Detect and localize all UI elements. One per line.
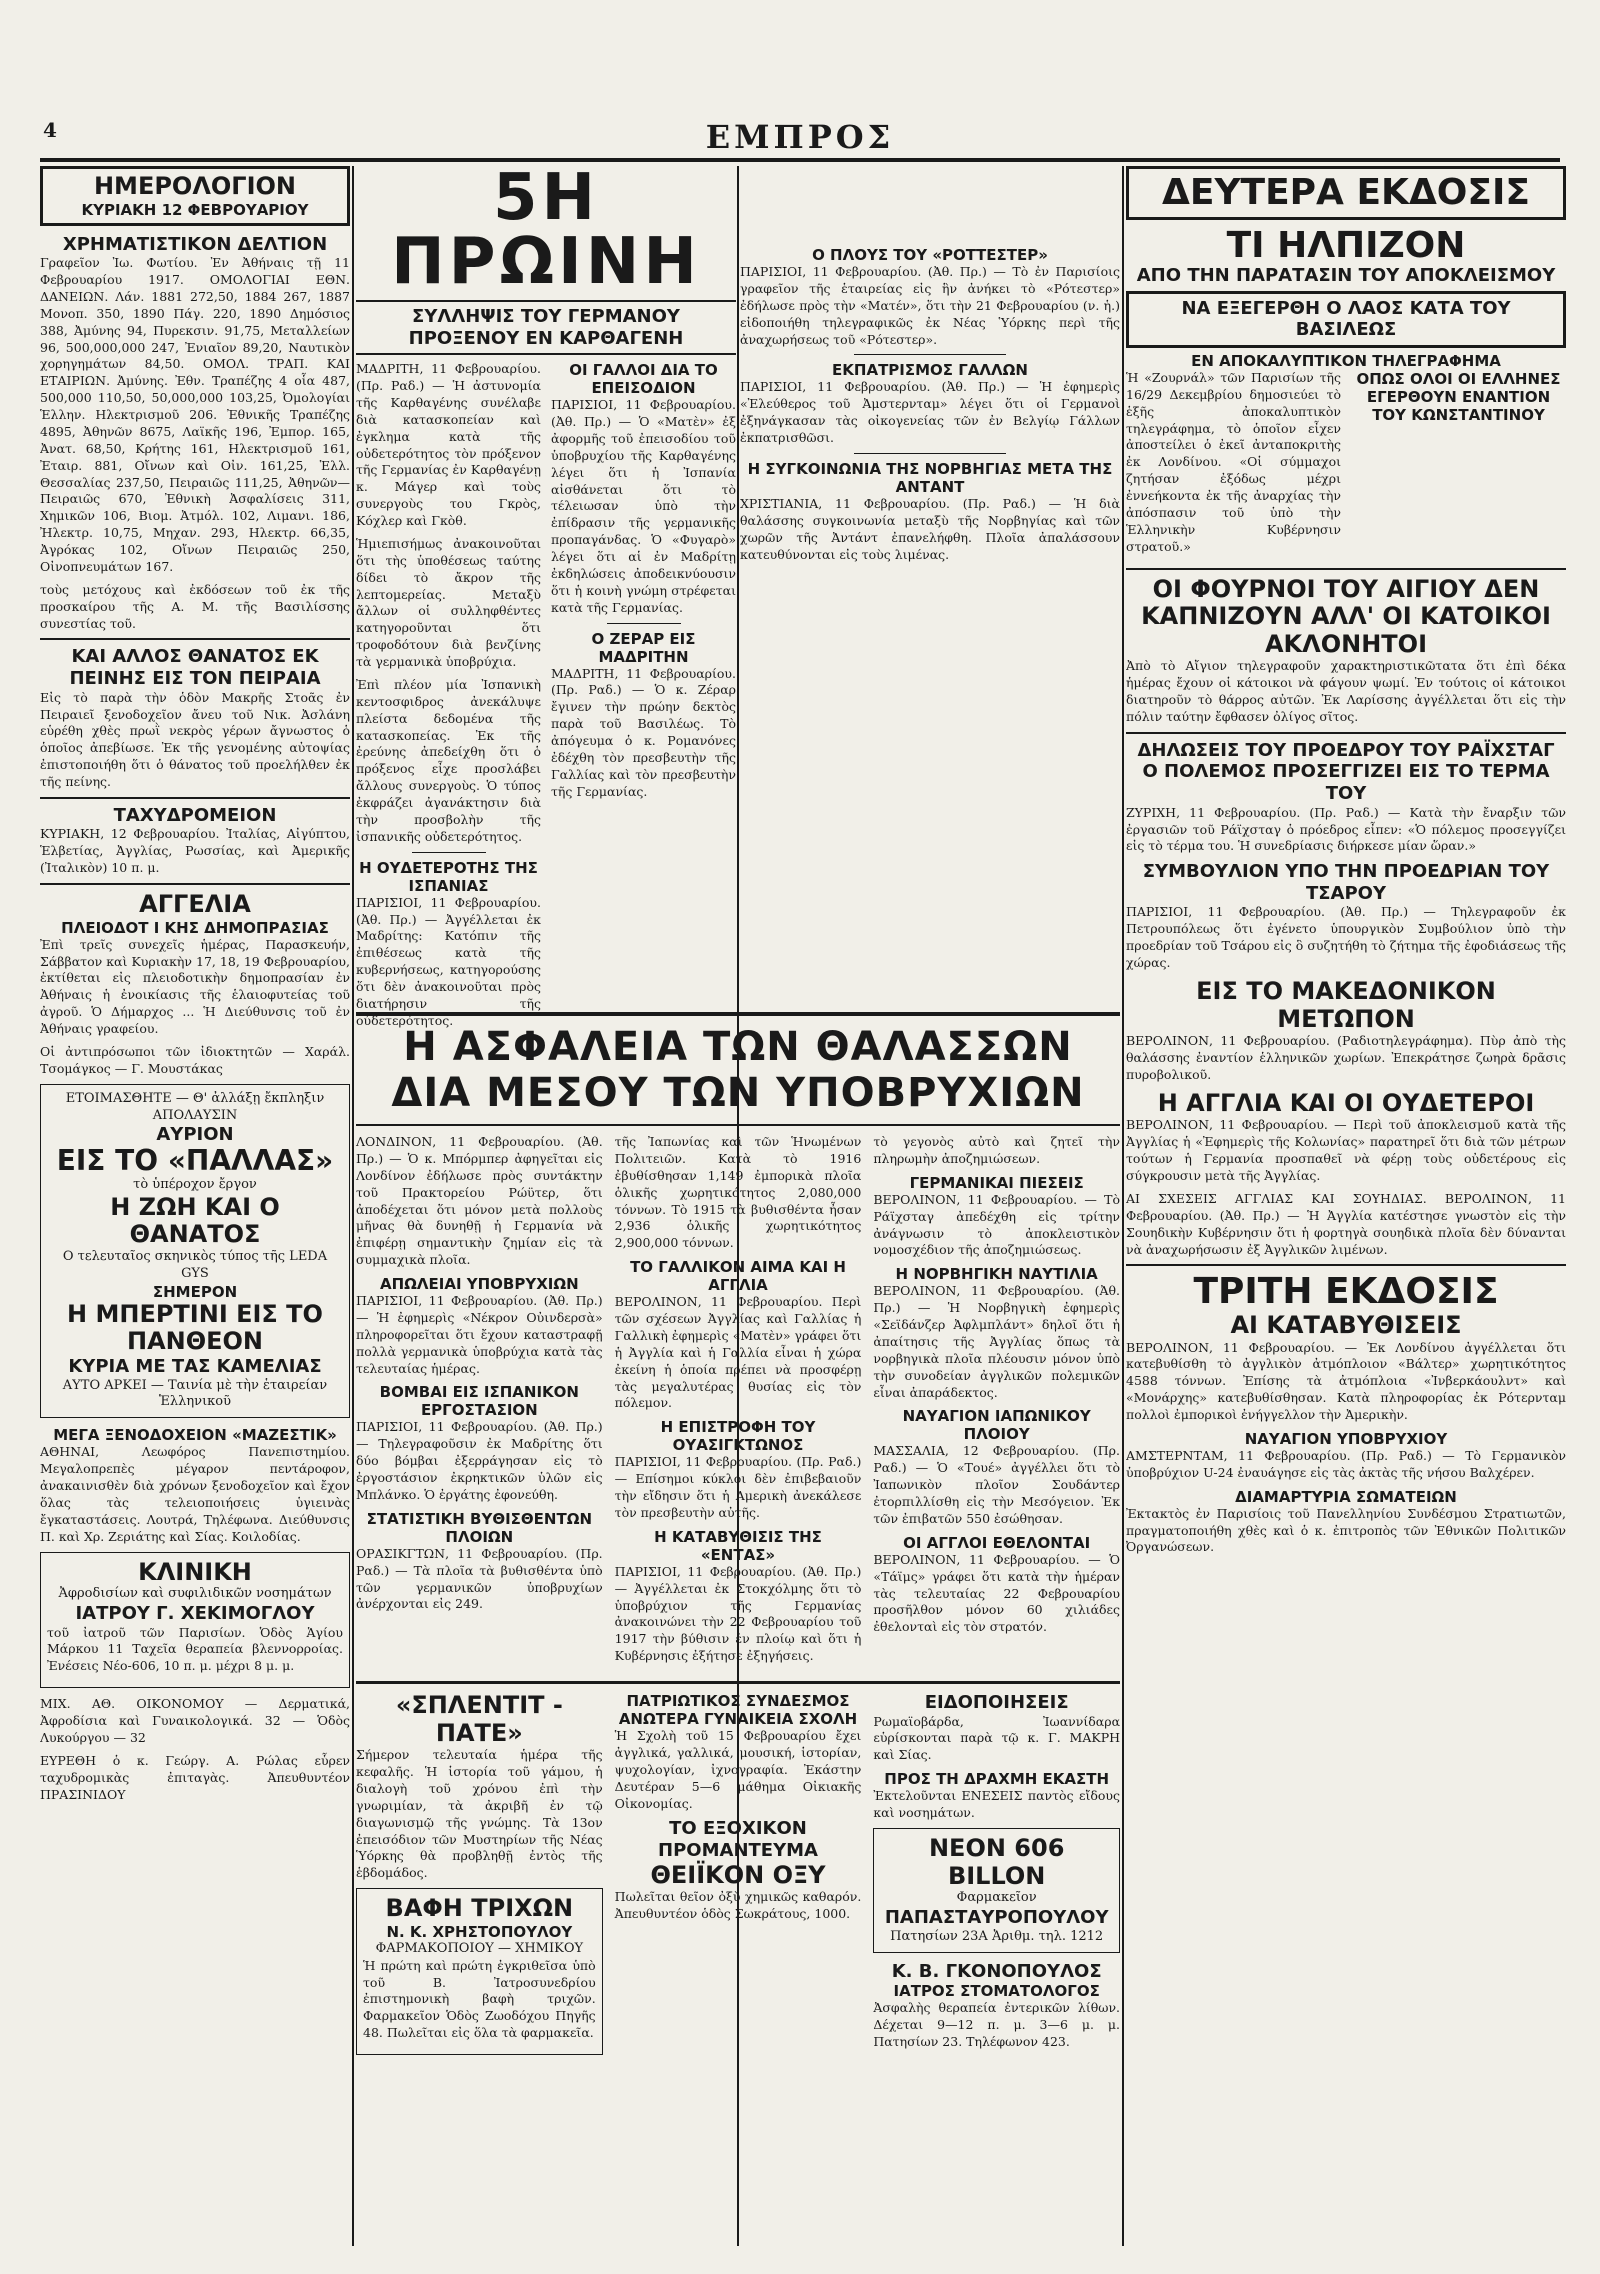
hope-heading: ΤΙ ΗΛΠΙΖΟΝ bbox=[1226, 224, 1466, 266]
divider bbox=[40, 638, 350, 640]
submarine-text: τὸ γεγονὸς αὐτὸ καὶ ζητεῖ τὴν πληρωμὴν ἀποζημιώσεων. bbox=[873, 1134, 1121, 1166]
submarine-text: ΒΕΡΟΛΙΝΟΝ, 11 Φεβρουαρίου. — Τὸ Ράϊχσταγ ἀπεδέχθη εἰς τρίτην ἀνάγνωσιν τὸ ἀποκλειστικὸν νομοσχέδιον τῆς ἀποζημιώσεως. bbox=[873, 1191, 1121, 1258]
submarine-subheading: ΣΤΑΤΙΣΤΙΚΗ ΒΥΘΙΣΘΕΝΤΩΝ ΠΛΟΙΩΝ bbox=[366, 1509, 592, 1546]
masthead-rule bbox=[40, 158, 1560, 162]
arrest-heading: ΣΥΛΛΗΨΙΣ ΤΟΥ ΓΕΡΜΑΝΟΥ ΠΡΟΞΕΝΟΥ ΕΝ ΚΑΡΘΑΓΕΝΗ bbox=[356, 300, 736, 355]
council-heading: ΣΥΜΒΟΥΛΙΟΝ ΥΠΟ ΤΗΝ ΠΡΟΕΔΡΙΑΝ ΤΟΥ ΤΣΑΡΟΥ bbox=[1142, 861, 1550, 904]
column-rule bbox=[1122, 166, 1124, 2246]
arrest-paragraph: Ἡμιεπισήμως ἀνακοινοῦται ὅτι τὴς ὑποθέσεως ταύτης δίδει τὸ ἄκρον τῆς λεπτομερείας. Μεταξὺ ἄλλων οἱ συλληφθέντες κατηγοροῦνται ὅτι τροφοδότουν διὰ βενζίνης τὰ γερμανικὰ ὑποβρύχια. bbox=[356, 535, 541, 670]
center-column bbox=[740, 166, 1120, 1006]
dentist-heading: Κ. Β. ΓΚΟΝΟΠΟΥΛΟΣ bbox=[891, 1960, 1102, 1982]
hope-subheading-2: ΝΑ ΕΞΕΓΕΡΘΗ Ο ΛΑΟΣ ΚΑΤΑ ΤΟΥ ΒΑΣΙΛΕΩΣ bbox=[1126, 291, 1566, 348]
reichstag-text: ΖΥΡΙΧΗ, 11 Φεβρουαρίου. (Πρ. Ραδ.) — Κατὰ τὴν ἔναρξιν τῶν ἐργασιῶν τοῦ Ράϊχσταγ ὁ πρόεδρος εἶπεν: «Ὁ πόλεμος προσεγγίζει εἰς τὸ τέρμα του. Ἡ συνεδρίασις διήρκεσε μίαν ὥραν.» bbox=[1126, 804, 1566, 854]
submarine-text: ΠΑΡΙΣΙΟΙ, 11 Φεβρουαρίου. (Πρ. Ραδ.) — Επίσημοι κύκλοι δὲν ἐπιβεβαιοῦν τὴν εἴδησιν ὅτι ἡ Ἀμερικὴ ἀνεκάλεσε τὸν πρεσβευτὴν αὐτῆς. bbox=[614, 1454, 862, 1520]
neon-address: Πατησίων 23Α Ἀριθμ. τηλ. 1212 bbox=[890, 1928, 1104, 1944]
neutrality-heading: Η ΟΥΔΕΤΕΡΟΤΗΣ ΤΗΣ ΙΣΠΑΝΙΑΣ bbox=[359, 858, 538, 895]
arrest-paragraph: ΜΑΔΡΙΤΗ, 11 Φεβρουαρίου. (Πρ. Ραδ.) — Ἡ ἀστυνομία τῆς Καρθαγένης συνέλαβε διὰ κατασκοπείαν καὶ ἐγκλημα κατὰ τῆς οὐδετερότητος τὸν πρόξενον τῆς Γερμανίας ἐν Καρθαγένῃ κ. Μάγερ καὶ τοὺς συνεργοὺς του Γκρὸς, Κόχλερ καὶ Γκὸθ. bbox=[356, 361, 541, 529]
zerar-text: ΜΑΔΡΙΤΗ, 11 Φεβρουαρίου. (Πρ. Ραδ.) — Ὁ κ. Ζέραρ ἔγινεν τὴν πρώην δεκτὸς παρὰ τοῦ Βασιλέως. Τὸ ἀπόγευμα ὁ κ. Ρομανόνες ἐδέχθη τὸν πρεσβευτὴν τῆς Γαλλίας καὶ τὸν πρεσβευτὴν τῆς Γερμανίας. bbox=[551, 665, 736, 799]
submarine-text: ΠΑΡΙΣΙΟΙ, 11 Φεβρουαρίου. (Ἀθ. Πρ.) — Ἀγγέλλεται ἐκ Στοκχόλμης ὅτι τὸ ὑποβρύχιον τῆς Γερμανίας ἀνακοινώνει τὴν 22 Φεβρουαρίου τοῦ 1917 τὴν βύθισιν ἐν πλοίῳ καὶ ὅτι ἡ Κυβέρνησις ἐξήτησε ἐξηγήσεις. bbox=[614, 1563, 862, 1664]
found-text: ΕΥΡΕΘΗ ὁ κ. Γεώργ. Α. Ρώλας εὗρεν ταχυδρομικὰς ἐπιταγὰς. Ἀπευθυντέον ΠΡΑΣΙΝΙΔΟΥ bbox=[40, 1752, 350, 1802]
macedonian-front-text: ΒΕΡΟΛΙΝΟΝ, 11 Φεβρουαρίου. (Ραδιοτηλεγράφημα). Πὺρ ἀπὸ τὴς θαλάσσης ἐναντίον ἑλληνικῶν χωρίων. Ἐπεκράτησε ζωηρὰ δρᾶσις πυροβολικοῦ. bbox=[1126, 1033, 1566, 1082]
divider bbox=[854, 354, 1006, 355]
divider bbox=[412, 852, 486, 853]
arrest-paragraph: Ἐπὶ πλέον μία Ἰσπανικὴ κεντοσφιδρος ἀνεκάλυψε πλείστα δεδομένα τῆς κατασκοπείας. Ἐκ τῆς ἐρεύνης ἀπεδείχθη ὅτι ὁ πρόξενος εἶχε προσλάβει ἄλλους συνεργοὺς. Ὁ τύπος ἐκφράζει ἀγανάκτησιν διὰ τὴν προσβολὴν τῆς ἰσπανικῆς οὐδετερότητος. bbox=[356, 676, 541, 844]
evacuation-text: ΠΑΡΙΣΙΟΙ, 11 Φεβρουαρίου. (Ἀθ. Πρ.) — Ἡ ἐφημερὶς «Ἐλεύθερος τοῦ Ἀμστερνταμ» λέγει ὅτι οἱ Γερμανοὶ ἐξηνάγκασαν τὰς οἰκογενείας τῶν ἐν Βελγίῳ Γάλλων ἐκπατρισθῶσι. bbox=[740, 379, 1120, 445]
dentist-text: Ἀσφαλὴς θεραπεία ἐντερικῶν λίθων. Δέχεται 9—12 π. μ. 3—6 μ. μ. Πατησίων 23. Τηλέφωνον 423. bbox=[873, 2000, 1121, 2049]
england-heading: Η ΑΓΓΛΙΑ ΚΑΙ ΟΙ ΟΥΔΕΤΕΡΟΙ bbox=[1157, 1088, 1535, 1117]
patriotic-text: Ἡ Σχολὴ τοῦ 15 Φεβρουαρίου ἔχει ἀγγλικά, γαλλικά, μουσική, ἱστορίαν, ψυχολογίαν, ἰχνογραφία. Ἐκάστην Δευτέραν 5—6 μάθημα Οἰκιακῆς Οἰκονομίας. bbox=[614, 1728, 862, 1811]
evacuation-heading: ΕΚΠΑΤΡΙΣΜΟΣ ΓΑΛΛΩΝ bbox=[832, 361, 1028, 380]
submarine-section bbox=[356, 1012, 1120, 2063]
neutrality-text: ΠΑΡΙΣΙΟΙ, 11 Φεβρουαρίου. (Ἀθ. Πρ.) — Ἀγγέλλεται ἐκ Μαδρίτης: Κατόπιν τῆς ἐπιθέσεως κατὰ τῆς κυβερνήσεως, κατηγορούσης ὅτι δὲν ἀνακοινοῦται πρὸς διατήρησιν τῆς οὐδετερότητος. bbox=[356, 894, 541, 1028]
theatre-title: Η ΖΩΗ ΚΑΙ Ο ΘΑΝΑΤΟΣ bbox=[110, 1192, 280, 1249]
reichstag-heading: ΔΗΛΩΣΕΙΣ ΤΟΥ ΠΡΟΕΔΡΟΥ ΤΟΥ ΡΑΪΧΣΤΑΓ bbox=[1137, 739, 1555, 761]
gauls-heading: ΟΙ ΓΑΛΛΟΙ ΔΙΑ ΤΟ ΕΠΕΙΣΟΔΙΟΝ bbox=[569, 361, 718, 398]
ads-subheading: ΠΛΕΙΟΔΟΤ Ι ΚΗΣ ΔΗΜΟΠΡΑΣΙΑΣ bbox=[61, 918, 329, 937]
neon-subheading: Φαρμακεῖον bbox=[956, 1890, 1037, 1906]
clinic-ad bbox=[40, 1552, 350, 1689]
page-number: 4 bbox=[43, 118, 57, 142]
hotel-heading: ΜΕΓΑ ΞΕΝΟΔΟΧΕΙΟΝ «ΜΑΖΕΣΤΙΚ» bbox=[53, 1426, 337, 1445]
submarine-subheading: ΑΠΩΛΕΙΑΙ ΥΠΟΒΡΥΧΙΩΝ bbox=[380, 1275, 579, 1293]
clinic-doctor: ΙΑΤΡΟΥ Γ. ΧΕΚΙΜΟΓΛΟΥ bbox=[75, 1603, 315, 1625]
death-text: Εἰς τὸ παρὰ τὴν ὁδὸν Μακρῆς Στοᾶς ἐν Πειραιεῖ ξενοδοχεῖον ἄνευ τοῦ Νικ. Ἀσλάνη εὑρέθη χθὲς πρωῒ νεκρὸς γέρων ἄγνωστος ὁ ὁποῖος ἀπεβίωσε. Ἐκ τῆς γενομένης αὐτοψίας ἐπιστοποιήθη ὅτι ὁ θάνατος τοῦ προελήλθεν ἐκ τῆς πείνης. bbox=[40, 689, 350, 789]
masthead: ΕΜΠΡΟΣ bbox=[705, 118, 895, 156]
divider bbox=[854, 453, 1006, 454]
associations-text: Ἐκτακτὸς ἐν Παρισίοις τοῦ Πανελληνίου Συνδέσμου Στρατιωτῶν, πραγματοποιήθη χθὲς καὶ ὁ κ. ἐπιτροπὸς τῶν Ἐθνικῶν Πολιτικῶν Ὀργανώσεων. bbox=[1126, 1505, 1566, 1555]
bottom-ads bbox=[356, 1681, 1120, 2063]
theatre-venue: ΕΙΣ ΤΟ «ΠΑΛΛΑΣ» bbox=[56, 1144, 334, 1178]
submarine-subheading: ΝΑΥΑΓΙΟΝ ΙΑΠΩΝΙΚΟΥ ΠΛΟΙΟΥ bbox=[902, 1407, 1091, 1444]
patriotic-heading: ΠΑΤΡΙΩΤΙΚΟΣ ΣΥΝΔΕΣΜΟΣ bbox=[626, 1692, 850, 1710]
acid-heading: ΘΕΙΪΚΟΝ ΟΞΥ bbox=[650, 1860, 826, 1889]
stock-text: Γραφεῖον Ἰω. Φωτίου. Ἐν Ἀθήναις τῇ 11 Φεβρουαρίου 1917. ΟΜΟΛΟΓΙΑΙ ΕΘΝ. ΔΑΝΕΙΩΝ. Λάν. 1881 272,50, 1884 267, 1887 Μονοπ. 350, 1890 Πάγ. 220, 1890 Δημόσιος 388, Ἀμύνης 94, Πυρεκσιν. 91,75, Μεταλλείων 96, 500,000,000 247, Ἐνιαῖον 89,20, Ναυτικὸν χορηγημάτων 84,50. ΟΜΟΛ. ΤΡΑΠ. ΚΑΙ ΕΤΑΙΡΙΩΝ. Ἀμύνης. Ἐθν. Τραπέζης 4 οἷα 487, 500,000 110,50, 50,000,000 103,25, Ὀμολογίαι Ἑλλην. Ηλεκτρισμοῦ 206. Ἐθνικῆς Τραπέζης 4895, Ἀθηνῶν 8675, Λαϊκῆς 196, Ἐμπορ. 165, Ἀνατ. 68,50, Κρήτης 161, Ηλεκτρισμοῦ 161, Ἐταιρ. 881, Οἴνων καὶ Οἰν. 161,25, Ἑλλ. Θεσσαλίας 237,50, Πειραιῶς 111,25, Ἀθηνῶν—Πειραιῶς 670, Ἐθνικὴ Ἀσφαλίσεις 311, Χημικῶν 106, Βιομ. Ἀτμόλ. 102, Λιμανι. 186, Ἠλεκτρ. 10,75, Μηχαν. 293, Ηλεκτρ. 66,35, Ἀγρόκας 102, Οἴνων Πειραιῶς 250, Οἰνοπνευμάτων 167. bbox=[40, 255, 350, 574]
right-column bbox=[1126, 166, 1566, 2246]
submarine-text: ΜΑΣΣΑΛΙΑ, 12 Φεβρουαρίου. (Πρ. Ραδ.) — Ὁ «Τουέ» ἀγγέλλει ὅτι τὸ Ἰαπωνικὸν πλοῖον Σουδάντερ ἐτορπιλλίσθη εἰς τὴν Μεσόγειον. Ἐκ τῶν ἐπιβατῶν 550 ἐσώθησαν. bbox=[873, 1443, 1121, 1526]
associations-heading: ΔΙΑΜΑΡΤΥΡΙΑ ΣΩΜΑΤΕΙΩΝ bbox=[1235, 1487, 1457, 1506]
theatre-note: ΑΥΤΟ ΑΡΚΕΙ — Ταινία μὲ τὴν ἑταιρείαν Ἑλληνικοῦ bbox=[62, 1377, 328, 1410]
divider bbox=[1126, 732, 1566, 734]
submarine-subheading: ΟΙ ΑΓΓΛΟΙ ΕΘΕΛΟΝΤΑΙ bbox=[903, 1533, 1091, 1552]
dentist-subheading: ΙΑΤΡΟΣ ΣΤΟΜΑΤΟΛΟΓΟΣ bbox=[893, 1982, 1100, 2001]
death-heading: ΚΑΙ ΑΛΛΟΣ ΘΑΝΑΤΟΣ ΕΚ ΠΕΙΝΗΣ ΕΙΣ ΤΟΝ ΠΕΙΡΑΙΑ bbox=[69, 646, 321, 690]
divider bbox=[40, 797, 350, 799]
acid-text: Πωλεῖται θεῖον ὀξὺ χημικῶς καθαρόν. Ἀπευθυντέον ὁδὸς Σωκράτους, 1000. bbox=[614, 1889, 862, 1922]
bakery-text: Ἀπὸ τὸ Αἴγιον τηλεγραφοῦν χαρακτηριστικῶτατα ὅτι ἐπὶ δέκα ἡμέρας ἔχουν οἱ κάτοικοι νὰ φάγουν ψωμί. Ἐν τούτοις οἱ κάτοικοι διατηροῦν τὸ θάρρος αὐτῶν. Ἐκ Λαρίσσης ἀγγέλλεται ὅτι εἰς τὴν πόλιν ταύτην ἔφθασεν ὀλίγος σῖτος. bbox=[1126, 658, 1566, 724]
divider bbox=[1126, 1264, 1566, 1266]
notices-heading: ΕΙΔΟΠΟΙΗΣΕΙΣ bbox=[924, 1692, 1069, 1713]
submarine-text: ΛΟΝΔΙΝΟΝ, 11 Φεβρουαρίου. (Ἀθ. Πρ.) — Ὁ κ. Μπόρμπερ ἀφηγεῖται εἰς Λονδίνον ἐδήλωσε πρὸς συντάκτην τοῦ Πρακτορείου Ρώϋτερ, ὅτι ἀποδέχεται ὅτι μόνον μετὰ πολλοὺς μῆνας θὰ δυνηθῇ ἡ Γερμανία νὰ ἐπιφέρῃ σημαντικὴν ζημίαν εἰς τὰ συμμαχικὰ πλοῖα. bbox=[356, 1134, 603, 1268]
theatre-ad bbox=[40, 1084, 350, 1419]
hair-dye-profession: ΦΑΡΜΑΚΟΠΟΙΟΥ — ΧΗΜΙΚΟΥ bbox=[375, 1940, 584, 1956]
notice-text: τοὺς μετόχους καὶ ἐκδόσεων τοῦ ἐκ τῆς προσκαίρου τῆς Α. Μ. τῆς Βασιλίσσης συνεστίας τοῦ. bbox=[40, 581, 350, 631]
rotterdam-text: ΠΑΡΙΣΙΟΙ, 11 Φεβρουαρίου. (Ἀθ. Πρ.) — Τὸ ἐν Παρισίοις γραφεῖον τῆς ἑταιρείας εἰς ἣν ἀνήκει τὸ «Ρότεστερ» ἐδήλωσε πρὸς τὴν «Ματέν», ὅτι τὴν 21 Φεβρουαρίου (ν. ἡ.) εἰδοποιήθη τηλεγραφικῶς ἐκ Νέας Ὑόρκης περὶ τῆς ἀναχωρήσεως τοῦ «Ρότεστερ». bbox=[740, 264, 1120, 347]
clinic-subheading: Ἀφροδισίων καὶ συφιλιδικῶν νοσημάτων bbox=[58, 1586, 332, 1602]
hope-quote: ΟΠΩΣ ΟΛΟΙ ΟΙ ΕΛΛΗΝΕΣ ΕΓΕΡΘΟΥΝ ΕΝΑΝΤΙΟΝ ΤΟΥ ΚΩΝΣΤΑΝΤΙΝΟΥ bbox=[1356, 369, 1561, 424]
submarine-text: ΠΑΡΙΣΙΟΙ, 11 Φεβρουαρίου. (Ἀθ. Πρ.) — Τηλεγραφοῦσιν ἐκ Μαδρίτης ὅτι δύο βόμβαι ἐξερράγησαν εἰς τὸ ἐργοστάσιον ἐκρηκτικῶν ὑλῶν εἰς Μπλάνκο. Ὁ ἐργάτης ἐφονεύθη. bbox=[356, 1419, 603, 1502]
england-text: ΒΕΡΟΛΙΝΟΝ, 11 Φεβρουαρίου. — Περὶ τοῦ ἀποκλεισμοῦ κατὰ τῆς Ἀγγλίας ἡ «Ἐφημερὶς τῆς Κολωνίας» παρατηρεῖ ὅτι διὰ τῶν μέτρων τούτων ἡ Γερμανία προσπαθεῖ νὰ φέρῃ τοὺς οὐδετέρους εἰς σύγκρουσιν μετὰ τῆς Ἀγγλίας. bbox=[1126, 1117, 1566, 1183]
theatre-prepare: ΕΤΟΙΜΑΣΘΗΤΕ — Θ' ἀλλάξῃ ἔκπληξιν ΑΠΟΛΑΥΣΙΝ bbox=[65, 1090, 325, 1123]
post-text: ΚΥΡΙΑΚΗ, 12 Φεβρουαρίου. Ἰταλίας, Αἰγύπτου, Ἑλβετίας, Ἀγγλίας, Ρωσσίας, καὶ Ἀμερικῆς (Ἰταλικὸν) 10 π. μ. bbox=[40, 826, 350, 876]
calendar-date: ΚΥΡΙΑΚΗ 12 ΦΕΒΡΟΥΑΡΙΟΥ bbox=[81, 200, 309, 219]
patriotic-subheading: ΑΝΩΤΕΡΑ ΓΥΝΑΙΚΕΙΑ ΣΧΟΛΗ bbox=[618, 1710, 858, 1728]
drachma-text: Ἐκτελοῦνται ΕΝΕΣΕΙΣ παντὸς εἴδους καὶ νοσημάτων. bbox=[873, 1788, 1121, 1821]
sinkings-heading: ΑΙ ΚΑΤΑΒΥΘΙΣΕΙΣ bbox=[1230, 1310, 1462, 1339]
hair-dye-heading: ΒΑΦΗ ΤΡΙΧΩΝ bbox=[385, 1894, 574, 1923]
sinkings-text: ΒΕΡΟΛΙΝΟΝ, 11 Φεβρουαρίου. — Ἐκ Λονδίνου ἀγγέλλεται ὅτι κατεβυθίσθη τὸ ἀγγλικὸν ἀτμόπλοιον «Βάλτερ» χωρητικότητος 4588 τόννων. Ἐπίσης τὰ ἀτμόπλοια «Ἰνβερκάουλντ» καὶ «Μονάρχης» κατεβυθίσθησαν. Κατὰ πληροφορίας ἐκ Ρότερνταμ πολλοὶ ἐμπορικοὶ ἐνήγγελλον τὴν Ἀμερικὴν. bbox=[1126, 1339, 1566, 1423]
calendar-title: ΗΜΕΡΟΛΟΓΙΟΝ bbox=[93, 172, 297, 200]
splendid-heading: «ΣΠΛΕΝΤΙΤ - ΠΑΤΕ» bbox=[395, 1691, 563, 1747]
macedonian-front-heading: ΕΙΣ ΤΟ ΜΑΚΕΔΟΝΙΚΟΝ ΜΕΤΩΠΟΝ bbox=[1196, 976, 1496, 1033]
third-edition-heading: ΤΡΙΤΗ ΕΚΔΟΣΙΣ bbox=[1193, 1271, 1499, 1313]
submarine-subheading: ΒΟΜΒΑΙ ΕΙΣ ΙΣΠΑΝΙΚΟΝ ΕΡΓΟΣΤΑΣΙΟΝ bbox=[379, 1383, 579, 1420]
hope-subheading: ΑΠΟ ΤΗΝ ΠΑΡΑΤΑΣΙΝ ΤΟΥ ΑΠΟΚΛΕΙΣΜΟΥ bbox=[1136, 265, 1556, 287]
wreck-text: ΑΜΣΤΕΡΝΤΑΜ, 11 Φεβρουαρίου. (Πρ. Ραδ.) — Τὸ Γερμανικὸν ὑποβρύχιον U-24 ἐναυάγησε εἰς τὰς ἀκτὰς τῆς νήσου Βαλχέρεν. bbox=[1126, 1447, 1566, 1480]
rotterdam-heading: Ο ΠΛΟΥΣ ΤΟΥ «ΡΟΤΤΕΣΤΕΡ» bbox=[812, 246, 1048, 264]
ads-text: Ἐπὶ τρεῖς συνεχεῖς ἡμέρας, Παρασκευήν, Σάββατον καὶ Κυριακὴν 17, 18, 19 Φεβρουαρίου, ἐκτίθεται εἰς πλειοδοτικὴν δημοπρασίαν ἐν Ἀθήναις ἡ ἐνοικίασις τῆς ἑλαιοφυτείας τοῦ ἀγροῦ. Ὁ Δήμαρχος ... Ἡ Διεύθυνσις τοῦ ἐν Ἀθήναις γραφείου. bbox=[40, 936, 350, 1037]
clinic-text: τοῦ ἰατροῦ τῶν Παρισίων. Ὁδὸς Ἁγίου Μάρκου 11 Ταχεῖα θεραπεία βλεννορροίας. Ἐνέσεις Νέο-606, 10 π. μ. μέχρι 8 μ. μ. bbox=[47, 1624, 343, 1674]
theatre-today: ΣΗΜΕΡΟΝ bbox=[152, 1282, 238, 1301]
reichstag-subheading: Ο ΠΟΛΕΜΟΣ ΠΡΟΣΕΓΓΙΖΕΙ ΕΙΣ ΤΟ ΤΕΡΜΑ ΤΟΥ bbox=[1142, 761, 1550, 805]
notices-text: Ρωμαϊοβάρδα, Ἰωαννίδαρα εὑρίσκονται παρὰ τῷ κ. Γ. ΜΑΚΡΗ καὶ Σίας. bbox=[873, 1713, 1121, 1763]
bakery-heading: ΟΙ ΦΟΥΡΝΟΙ ΤΟΥ ΑΙΓΙΟΥ ΔΕΝ ΚΑΠΝΙΖΟΥΝ ΑΛΛ' ΟΙ ΚΑΤΟΙΚΟΙ ΑΚΛΟΝΗΤΟΙ bbox=[1141, 574, 1551, 658]
divider bbox=[1126, 568, 1566, 570]
submarine-subheading: ΤΟ ΓΑΛΛΙΚΟΝ ΑΙΜΑ ΚΑΙ Η ΑΓΓΛΙΑ bbox=[630, 1258, 846, 1295]
other-doctor-text: ΜΙΧ. ΑΘ. ΟΙΚΟΝΟΜΟΥ — Δερματικά, Ἀφροδίσια καὶ Γυναικολογικά. 32 — Ὁδὸς Λυκούργου — 32 bbox=[40, 1696, 350, 1745]
submarine-text: ΠΑΡΙΣΙΟΙ, 11 Φεβρουαρίου. (Ἀθ. Πρ.) — Ἡ ἐφημερὶς «Νέκρον Οὐινδερσὰ» πληροφορεῖται ὅτι ἔχουν καταστραφῇ πολλὰ γερμανικὰ ὑποβρύχια κατὰ τὰς τελευταίας ἡμέρας. bbox=[356, 1293, 603, 1376]
drachma-heading: ΠΡΟΣ ΤΗ ΔΡΑΧΜΗ ΕΚΑΣΤΗ bbox=[884, 1770, 1110, 1789]
council-text: ΠΑΡΙΣΙΟΙ, 11 Φεβρουαρίου. (Ἀθ. Πρ.) — Τηλεγραφοῦν ἐκ Πετρουπόλεως ὅτι ἐγένετο ὑπουργικὸν Συμβούλιον ὑπὸ τὴν προεδρίαν τοῦ Τσάρου εἰς ὃ συζητήθη τὸ ζήτημα τῆς ἐφοδιάσεως τῆς χώρας. bbox=[1126, 904, 1566, 971]
second-edition-heading: ΔΕΥΤΕΡΑ ΕΚΔΟΣΙΣ bbox=[1126, 166, 1566, 220]
hope-text: Ἡ «Ζουρνάλ» τῶν Παρισίων τῆς 16/29 Δεκεμβρίου δημοσιεύει τὸ ἑξῆς ἀποκαλυπτικὸν τηλεγράφημα, τὸ ὁποῖον εἶχεν ἀποστείλει ὁ ἐκεῖ ἀνταποκριτὴς ἐκ Λονδίνου. «Οἱ σύμμαχοι ζητήσαν ἐξόδως μέχρι ἐννεήκοντα ἐκ τῆς ἀναρχίας τὴν ἀπόσπασιν τοῦ ὑπὸ τὴν Ἑλληνικὴν Κυβέρνησιν στρατοῦ.» bbox=[1126, 369, 1341, 554]
submarine-text: ΟΡΑΣΙΚΓΤΩΝ, 11 Φεβρουαρίου. (Πρ. Ραδ.) — Τὰ πλοῖα τὰ βυθισθέντα ὑπὸ τῶν γερμανικῶν ὑποβρυχίων ἀνέρχονται εἰς 249. bbox=[356, 1545, 603, 1612]
stock-heading: ΧΡΗΜΑΤΙΣΤΙΚΟΝ ΔΕΛΤΙΟΝ bbox=[62, 233, 328, 255]
norway-heading: Η ΣΥΓΚΟΙΝΩΝΙΑ ΤΗΣ ΝΟΡΒΗΓΙΑΣ ΜΕΤΑ ΤΗΣ ΑΝΤΑΝΤ bbox=[747, 459, 1113, 496]
divider bbox=[607, 623, 681, 624]
norway-text: ΧΡΙΣΤΙΑΝΙΑ, 11 Φεβρουαρίου. (Πρ. Ραδ.) — Ἡ διὰ θαλάσσης συγκοινωνία μεταξὺ τῆς Νορβηγίας καὶ τῶν χωρῶν τῆς Ἀντάντ ἐπανελήφθη. Πλοῖα ἀπαλάσσουν κατευθύνονται εἰς τοὺς λιμένας. bbox=[740, 495, 1120, 562]
clinic-heading: ΚΛΙΝΙΚΗ bbox=[138, 1557, 252, 1586]
submarine-subheading: ΓΕΡΜΑΝΙΚΑΙ ΠΙΕΣΕΙΣ bbox=[909, 1173, 1084, 1192]
ads-heading: ΑΓΓΕΛΙΑ bbox=[139, 890, 251, 919]
hotel-text: ΑΘΗΝΑΙ, Λεωφόρος Πανεπιστημίου. Μεγαλοπρεπὲς μέγαρον πεντάροφον, ἀνακαινισθὲν διὰ χρόνων ξενοδοχεῖον καὶ ἔχον ὅλας τὰς τελειοποιήσεις ὑγιεινὰς ἔγκαταστάσεις. Λουτρά, Τηλέφωνα. Διεύθυνσις Π. καὶ Χρ. Ζεριάτης καὶ Σίας. Κοιλοδίας. bbox=[40, 1444, 350, 1544]
submarine-text: ΒΕΡΟΛΙΝΟΝ, 11 Φεβρουαρίου. Περὶ τῶν σχέσεων Ἀγγλίας καὶ Γαλλίας ἡ Γαλλικὴ ἐφημερὶς «Ματὲν» γράφει ὅτι ἡ Ἀγγλία καὶ ἡ Γαλλία εἶναι ἡ χώρα ἐκείνη ἡ ὁποία πρέπει νὰ προσφέρῃ τὰς μεγαλυτέρας θυσίας εἰς τὸν πόλεμον. bbox=[614, 1294, 862, 1411]
theatre-work: τὸ ὑπέροχον ἔργον bbox=[133, 1176, 257, 1192]
ads-signature: Οἱ ἀντιπρόσωποι τῶν ἰδιοκτητῶν — Χαράλ. Τσομάγκος — Γ. Μουστάκας bbox=[40, 1043, 350, 1076]
theatre-camelias: ΚΥΡΙΑ ΜΕ ΤΑΣ ΚΑΜΕΛΙΑΣ bbox=[68, 1355, 322, 1377]
submarine-subheading: Η ΝΟΡΒΗΓΙΚΗ ΝΑΥΤΙΛΙΑ bbox=[895, 1265, 1098, 1284]
submarine-subheading: Η ΚΑΤΑΒΥΘΙΣΙΣ ΤΗΣ «ΕΝΤΑΣ» bbox=[654, 1527, 822, 1564]
submarine-text: ΒΕΡΟΛΙΝΟΝ, 11 Φεβρουαρίου. (Ἀθ. Πρ.) — Ἡ Νορβηγικὴ ἐφημερὶς «Σεϊδάνζερ Ἀφλμπλάντ» δηλοῖ ὅτι ἡ ἀπαίτησις τῆς Ἀγγλίας ὅπως τὰ νορβηγικὰ πλοῖα πλέουσιν μόνον ὑπὸ τὴν συνοδείαν ἀγγλικῶν πολεμικῶν εἶναι ἀπαράδεκτος. bbox=[873, 1283, 1121, 1400]
promo-heading: ΤΟ ΕΞΟΧΙΚΟΝ ΠΡΟΜΑΝΤΕΥΜΑ bbox=[658, 1818, 818, 1861]
theatre-bertini: Η ΜΠΕΡΤΙΝΙ ΕΙΣ ΤΟ ΠΑΝΘΕΟΝ bbox=[67, 1299, 323, 1356]
divider bbox=[40, 883, 350, 885]
submarine-text: ΒΕΡΟΛΙΝΟΝ, 11 Φεβρουαρίου. — Ὁ «Τάϊμς» γράφει ὅτι κατὰ τὴν ἡμέραν τὰς τελευταίας 22 Φεβρουαρίου προσῆλθον μόνον 60 χιλιάδες ἐθελονταὶ εἰς τὸν στρατόν. bbox=[873, 1551, 1121, 1635]
hope-label: ΕΝ ΑΠΟΚΑΛΥΠΤΙΚΟΝ ΤΗΛΕΓΡΑΦΗΜΑ bbox=[1191, 351, 1501, 370]
morning-edition-heading: 5Η ΠΡΩΙΝΗ bbox=[391, 166, 701, 299]
submarine-text: τῆς Ἰαπωνίας καὶ τῶν Ἡνωμένων Πολιτειῶν. Κατὰ τὸ 1916 ἐβυθίσθησαν 1,149 ἐμπορικὰ πλοῖα ὁλικῆς χωρητικότητος 2,080,000 τόννων. Τὸ 1915 τὰ βυθισθέντα ἦσαν 2,936 ὁλικῆς χωρητικότητος 2,900,000 τόννων. bbox=[614, 1134, 862, 1251]
theatre-leda: Ο τελευταῖος σκηνικὸς τύπος τῆς LEDA GYS bbox=[62, 1248, 328, 1281]
column-rule bbox=[352, 166, 354, 2246]
wreck-heading: ΝΑΥΑΓΙΟΝ ΥΠΟΒΡΥΧΙΟΥ bbox=[1244, 1429, 1448, 1448]
submarine-subheading: Η ΕΠΙΣΤΡΟΦΗ ΤΟΥ ΟΥΑΣΙΓΚΤΩΝΟΣ bbox=[660, 1418, 816, 1455]
zerar-heading: Ο ΖΕΡΑΡ ΕΙΣ ΜΑΔΡΙΤΗΝ bbox=[591, 629, 696, 666]
hair-dye-ad bbox=[356, 1888, 603, 2055]
england-text: ΑΙ ΣΧΕΣΕΙΣ ΑΓΓΛΙΑΣ ΚΑΙ ΣΟΥΗΔΙΑΣ. ΒΕΡΟΛΙΝΟΝ, 11 Φεβρουαρίου. (Ἀθ. Πρ.) — Ἡ Ἀγγλία κατέστησε γνωστὸν εἰς τὴν Σουηδικὴν Κυβέρνησιν ὅτι ἡ φορτηγὰ σουηδικὰ πλοῖα δὲν δύνανται νὰ ἀναχωρήσωσιν ἐξ Ἀγγλικῶν λιμένων. bbox=[1126, 1190, 1566, 1257]
left-column bbox=[40, 166, 350, 2246]
pharmacy-ad bbox=[873, 1828, 1120, 1953]
theatre-tomorrow: ΑΥΡΙΟΝ bbox=[156, 1124, 234, 1146]
hair-dye-text: Ἡ πρώτη καὶ πρώτη ἐγκριθεῖσα ὑπὸ τοῦ Β. Ἰατροσυνεδρίου ἐπιστημονικὴ βαφὴ τριχῶν. Φαρμακεῖον Ὁδὸς Ζωοδόχου Πηγῆς 48. Πωλεῖται εἰς ὅλα τὰ φαρμακεῖα. bbox=[363, 1957, 596, 2041]
neon-name: ΠΑΠΑΣΤΑΥΡΟΠΟΥΛΟΥ bbox=[884, 1907, 1109, 1929]
gauls-text: ΠΑΡΙΣΙΟΙ, 11 Φεβρουαρίου. (Ἀθ. Πρ.) — Ὁ «Ματὲν» ἐξ ἀφορμῆς τοῦ ἐπεισοδίου τοῦ ὑποβρυχίου τῆς Καρθαγένης λέγει ὅτι ἡ Ἰσπανία αἰσθάνεται ὅτι τὸ τέλειωσαν ὑπὸ τὴν ἐπίδρασιν τῆς γερμανικῆς προπαγάνδας. Ὁ «Φυγαρὸ» λέγει ὅτι αἱ ἐν Μαδρίτῃ ἐκδηλώσεις ἀποδεικνύουσιν ὅτι ἡ κοινὴ γνώμη στρέφεται κατὰ τῆς Γερμανίας. bbox=[551, 397, 736, 615]
neon-heading: ΝΕΟΝ 606 BILLON bbox=[928, 1833, 1065, 1890]
hair-dye-name: Ν. Κ. ΧΡΗΣΤΟΠΟΥΛΟΥ bbox=[386, 1922, 573, 1941]
post-heading: ΤΑΧΥΔΡΟΜΕΙΟΝ bbox=[113, 804, 277, 826]
submarine-heading: Η ΑΣΦΑΛΕΙΑ ΤΩΝ ΘΑΛΑΣΣΩΝ ΔΙΑ ΜΕΣΟΥ ΤΩΝ ΥΠΟΒΡΥΧΙΩΝ bbox=[356, 1012, 1120, 1126]
splendid-text: Σήμερον τελευταία ἡμέρα τῆς κεφαλῆς. Ἡ ἱστορία τοῦ γάμου, ἡ διαλογὴ τοῦ χρόνου ἐπὶ τὴν γνωριμίαν, τὰ ἀκριβῆ ἐν τῷ διαγωνισμῷ τῆς γνώμης. Τὰ 13ον ἐπεισόδιον τῶν Μυστηρίων τῆς Νέας Ὑόρκης θὰ προβληθῇ ἐντὸς τῆς ἑβδομάδος. bbox=[356, 1747, 603, 1881]
